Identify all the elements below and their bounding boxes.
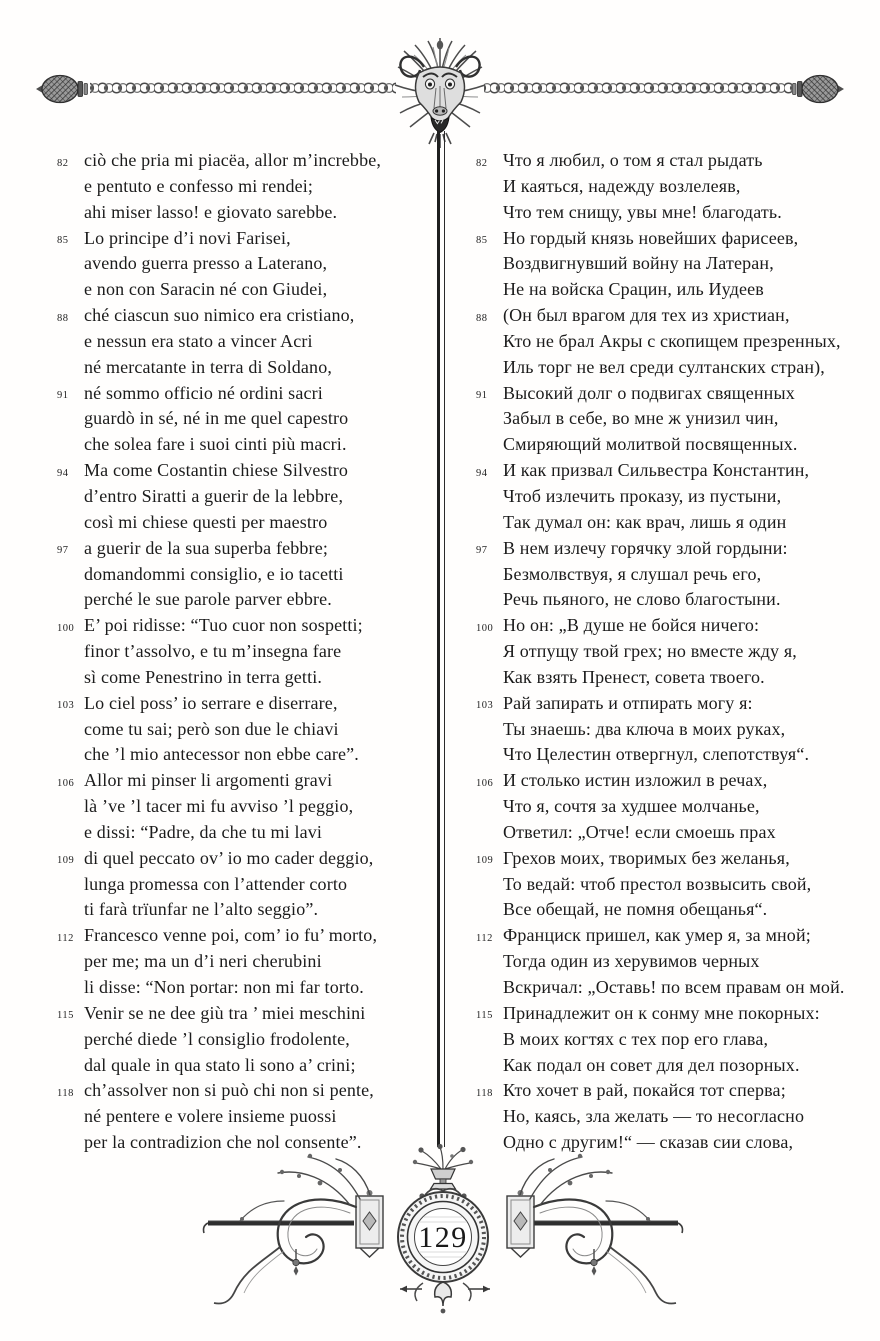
tercet-number: 82 (476, 157, 488, 169)
tercet-number: 91 (57, 390, 69, 402)
tercet-number: 100 (476, 622, 494, 634)
verse-line: Я отпущу твой грех; но вместе жду я, (503, 641, 797, 662)
verse-line: Так думал он: как врач, лишь я один (503, 511, 787, 532)
verse-line: perché diede ’l consiglio frodolente, (84, 1028, 350, 1049)
lion-mask-icon (395, 38, 485, 148)
verse-line: 94 И как призвал Сильвестра Константин, (503, 458, 868, 484)
verse-line: lunga promessa con l’attender corto (84, 873, 348, 894)
verse-line: Все обещай, не помня обещанья“. (503, 899, 768, 920)
verse-line: né pentere e volere insieme puossi (84, 1106, 337, 1127)
page-number: 129 (418, 1221, 468, 1254)
verse-line: 97 В нем излечу горячку злой гордыни: (503, 536, 868, 562)
verse-line: 106 И столько истин изложил в речах, (503, 768, 868, 794)
verse-line: 97 a guerir de la sua superba febbre; (84, 536, 429, 562)
tercet-number: 106 (476, 777, 494, 789)
column-divider-thin-rule (444, 131, 445, 1147)
verse-line: Забыл в себе, во мне ж унизил чин, (503, 408, 779, 429)
verse-line: Тогда один из херувимов черных (503, 951, 760, 972)
tercet-number: 94 (57, 467, 69, 479)
verse-line: В моих когтях с тех пор его глава, (503, 1028, 769, 1049)
verse-line: Одно с другим!“ — сказав сии слова, (503, 1132, 794, 1153)
verse-line: И каяться, надежду возлелеяв, (503, 175, 741, 196)
right-finial-icon (793, 76, 845, 103)
tercet-number: 118 (476, 1087, 493, 1099)
tercet-number: 85 (57, 235, 69, 247)
verse-line: e nessun era stato a vincer Acri (84, 330, 313, 351)
tercet-number: 112 (476, 932, 493, 944)
verse-line: Как подал он совет для дел позорных. (503, 1054, 800, 1075)
tercet-number: 97 (476, 545, 488, 557)
verse-line: Ты знаешь: два ключа в моих руках, (503, 718, 786, 739)
verse-line: 91 Высокий долг о подвигах священных (503, 381, 868, 407)
tercet-number: 103 (476, 700, 494, 712)
tercet-number: 109 (57, 855, 75, 867)
verse-line: То ведай: чтоб престол возвысить свой, (503, 873, 812, 894)
verse-line: Не на войска Срацин, иль Иудеев (503, 279, 764, 300)
tercet-number: 118 (57, 1087, 74, 1099)
verse-line: guardò in sé, né in me quel capestro (84, 408, 349, 429)
verse-line: d’entro Siratti a guerir de la lebbre, (84, 485, 344, 506)
verse-line: per me; ma un d’i neri cherubini (84, 951, 322, 972)
left-column (57, 148, 429, 1156)
tercet-number: 103 (57, 700, 75, 712)
right-column (476, 148, 868, 1156)
tercet-number: 88 (57, 312, 69, 324)
verse-line: né mercatante in terra di Soldano, (84, 356, 333, 377)
tercet-number: 109 (476, 855, 494, 867)
verse-line: 82 Что я любил, о том я стал рыдать (503, 148, 868, 174)
verse-line: 112 Francesco venne poi, com’ io fu’ morto, (84, 923, 429, 949)
verse-line: 85 Но гордый князь новейших фарисеев, (503, 226, 868, 252)
verse-line: Ответил: „Отче! если смоешь прах (503, 821, 776, 842)
verse-line: Что я, сочтя за худшее молчанье, (503, 796, 760, 817)
tercet-number: 112 (57, 932, 74, 944)
verse-line: Как взять Пренест, совета твоего. (503, 666, 765, 687)
right-bracket-plate (507, 1190, 534, 1257)
page-number-medallion (398, 1189, 488, 1314)
verse-line: Безмолвствуя, я слушал речь его, (503, 563, 762, 584)
verse-line: per la contradizion che nol consente”. (84, 1132, 362, 1153)
verse-line: Кто не брал Акры с скопищем презренных, (503, 330, 841, 351)
verse-line: 112 Франциск пришел, как умер я, за мной; (503, 923, 868, 949)
verse-line: là ’ve ’l tacer mi fu avviso ’l peggio, (84, 796, 354, 817)
verse-line: 109 di quel peccato ov’ io mo cader deggio, (84, 846, 429, 872)
column-divider (437, 131, 440, 1147)
verse-line: che solea fare i suoi cinti più macri. (84, 434, 347, 455)
verse-line: ti farà trïunfar ne l’alto seggio”. (84, 899, 319, 920)
tercet-number: 115 (476, 1010, 493, 1022)
verse-line: Что Целестин отвергнул, слепотствуя“. (503, 744, 810, 765)
verse-line: sì come Penestrino in terra getti. (84, 666, 323, 687)
verse-line: Что тем снищу, увы мне! благодать. (503, 201, 782, 222)
tercet-number: 94 (476, 467, 488, 479)
tercet-number: 82 (57, 157, 69, 169)
verse-line: 88 (Он был врагом для тех из христиан, (503, 303, 868, 329)
verse-line: 82 ciò che pria mi piacëa, allor m’increbbe, (84, 148, 429, 174)
verse-line: Но, каясь, зла желать — то несогласно (503, 1106, 805, 1127)
left-bracket-plate (356, 1190, 383, 1257)
verse-line: 118 Кто хочет в рай, покайся тот сперва; (503, 1078, 868, 1104)
verse-line: avendo guerra presso a Laterano, (84, 253, 328, 274)
urn-flower-icon (413, 1144, 473, 1189)
verse-line: perché le sue parole parver ebbre. (84, 589, 332, 610)
tercet-number: 115 (57, 1010, 74, 1022)
tercet-number: 100 (57, 622, 75, 634)
tercet-number: 88 (476, 312, 488, 324)
right-acanthus-scroll (520, 1154, 650, 1264)
tercet-number: 85 (476, 235, 488, 247)
verse-line: Чтоб излечить проказу, из пустыни, (503, 485, 782, 506)
tercet-number: 106 (57, 777, 75, 789)
verse-line: finor t’assolvo, e tu m’insegna fare (84, 641, 342, 662)
verse-line: 106 Allor mi pinser li argomenti gravi (84, 768, 429, 794)
left-finial-icon (36, 76, 88, 103)
verse-line: 100 Но он: „В душе не бойся ничего: (503, 613, 868, 639)
verse-line: e pentuto e confesso mi rendei; (84, 175, 314, 196)
verse-line: dal quale in qua stato li sono a’ crini; (84, 1054, 356, 1075)
verse-line: 91 né sommo officio né ordini sacri (84, 381, 429, 407)
verse-line: li disse: “Non portar: non mi far torto. (84, 977, 364, 997)
verse-line: 103 Lo ciel poss’ io serrare e diserrare, (84, 691, 429, 717)
verse-line: Вскричал: „Оставь! по всем правам он мой. (503, 977, 845, 997)
left-acanthus-scroll (240, 1154, 370, 1264)
verse-line: domandommi consiglio, e io tacetti (84, 563, 344, 584)
verse-line: e dissi: “Padre, da che tu mi lavi (84, 821, 323, 842)
verse-line: 94 Ma come Costantin chiese Silvestro (84, 458, 429, 484)
verse-line: e non con Saracin né con Giudei, (84, 279, 328, 300)
verse-line: 103 Рай запирать и отпирать могу я: (503, 691, 868, 717)
verse-line: Воздвигнувший войну на Латеран, (503, 253, 774, 274)
footer-vignette (200, 1143, 690, 1323)
verse-line: 115 Venir se ne dee giù tra ’ miei meschini (84, 1001, 429, 1027)
verse-line: 85 Lo principe d’i novi Farisei, (84, 226, 429, 252)
tercet-number: 97 (57, 545, 69, 557)
verse-line: che ’l mio antecessor non ebbe care”. (84, 744, 359, 765)
verse-line: 88 ché ciascun suo nimico era cristiano, (84, 303, 429, 329)
verse-line: ahi miser lasso! e giovato sarebbe. (84, 201, 338, 222)
verse-line: 118 ch’assolver non si può chi non si pente, (84, 1078, 429, 1104)
tercet-number: 91 (476, 390, 488, 402)
verse-line: come tu sai; però son due le chiavi (84, 718, 339, 739)
verse-line: Смиряющий молитвой посвященных. (503, 434, 798, 455)
verse-line: 115 Принадлежит он к сонму мне покорных: (503, 1001, 868, 1027)
verse-line: così mi chiese questi per maestro (84, 511, 328, 532)
header-rule-ornament (0, 25, 880, 150)
verse-line: Речь пьяного, не слово благостыни. (503, 589, 781, 610)
verse-line: 100 E’ poi ridisse: “Tuo cuor non sospetti; (84, 613, 429, 639)
verse-line: Иль торг не вел среди султанских стран), (503, 356, 825, 377)
verse-line: 109 Грехов моих, творимых без желанья, (503, 846, 868, 872)
